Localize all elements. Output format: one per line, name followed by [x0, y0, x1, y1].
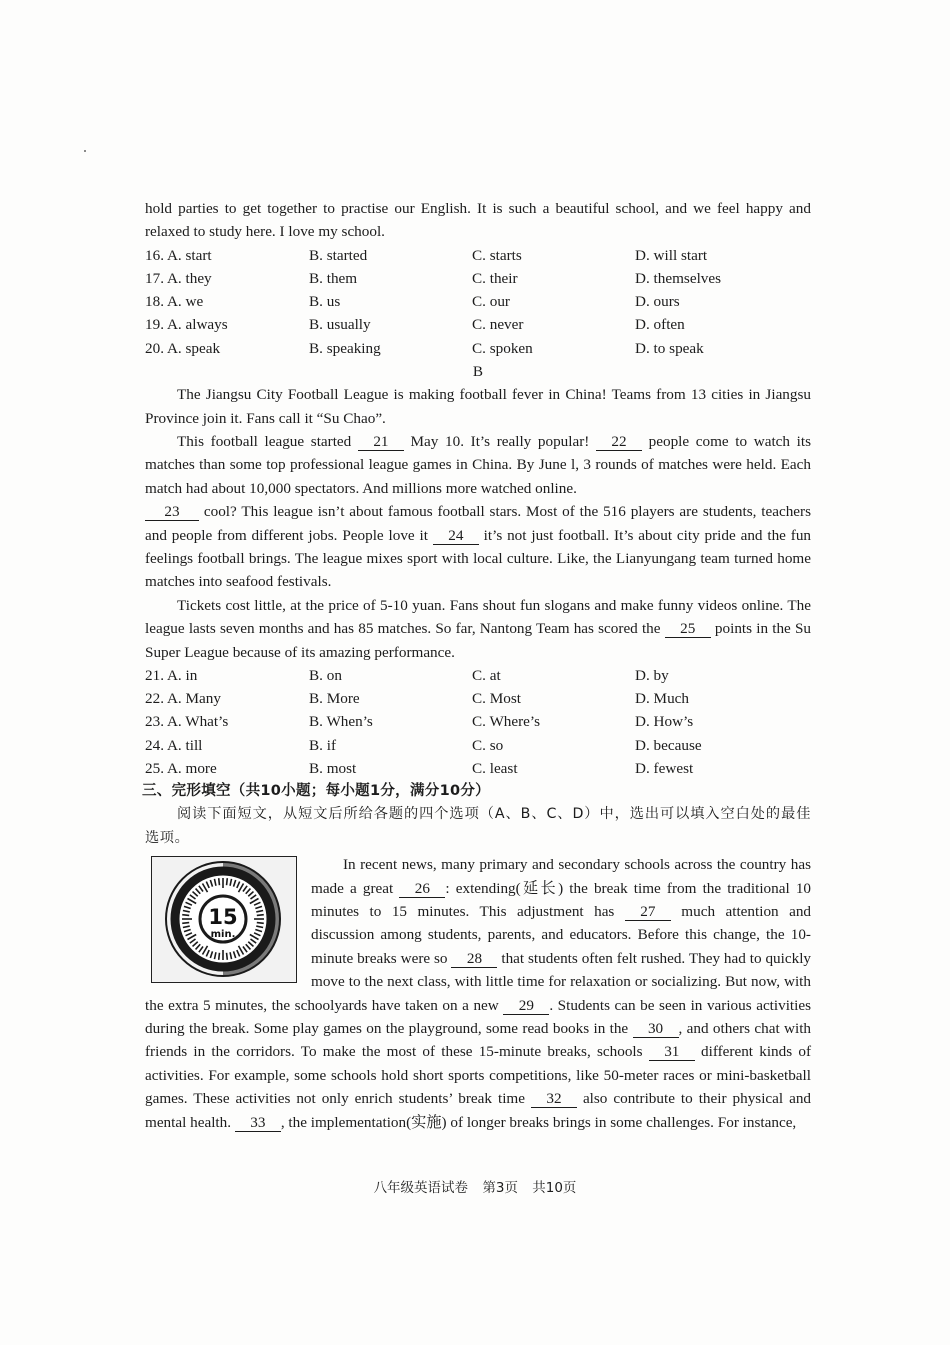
option-b: B. on	[309, 667, 342, 685]
passage-b-p1: The Jiangsu City Football League is making football fever in China! Teams from 13 cities in Jiangsu Province join it. Fans call it “Su Chao”.	[145, 386, 811, 427]
section-3-instruction: 阅读下面短文，从短文后所给各题的四个选项（A、B、C、D）中，选出可以填入空白处的最佳选项。	[145, 806, 811, 846]
option-d: D. How’s	[635, 713, 694, 731]
option-row	[145, 290, 811, 313]
option-a: 19. A. always	[145, 316, 228, 334]
option-a: 22. A. Many	[145, 690, 221, 708]
blank-30: 30	[633, 1020, 679, 1038]
passage-b-p4: Tickets cost little, at the price of 5-10 yuan. Fans shout fun slogans and make funny videos online. The league lasts seven months and has 85 matches. So far, Nantong Team has scored the 25 points in the Su Super League because of its amazing performance.	[145, 596, 812, 661]
option-b: B. When’s	[309, 713, 373, 731]
option-c: C. Where’s	[472, 713, 541, 731]
option-c: C. our	[472, 293, 510, 311]
scan-speck	[84, 150, 86, 152]
figure-number: 15	[208, 905, 238, 930]
blank-24: 24	[433, 527, 479, 545]
option-row	[145, 710, 811, 733]
figure-unit: min.	[210, 929, 236, 941]
blank-26: 26	[399, 880, 445, 898]
footer-title: 八年级英语试卷	[373, 1180, 469, 1196]
option-c: C. never	[472, 316, 524, 334]
option-b: B. usually	[309, 316, 371, 334]
options-21-25	[145, 664, 811, 780]
option-a: 20. A. speak	[145, 339, 221, 357]
option-c: C. at	[472, 667, 501, 685]
option-d: D. themselves	[635, 270, 722, 287]
passage-c: 15 min. In recent news, many primary and secondary schools across the country has made a great 26 : extending(延长) the break time from the traditional 10 minutes to 15 minutes. This adjustment has 27 much attention and discussion among students, parents, and educators. Before this change, the 10-minute breaks were so 28 that students often felt rushed. They had to quickly move to the next class, with little time for relaxation or socializing. But now, with the extra 5 minutes, the schoolyards have taken on a new 29 . Students can be seen in various activities during the break. Some play games on the playground, some read books in the 30 , and others chat with friends in the corridors. To make the most of these 15-minute breaks, schools 31 different kinds of activities. For example, some schools hold short sports competitions, like 50-meter races or mini-basketball games. These activities not only enrich students’ break time 32 also contribute to their physical and mental health. 33 , the implementation(实施) of longer breaks brings in some challenges. For instance,	[145, 856, 812, 1131]
option-b: B. most	[309, 759, 357, 777]
option-b: B. started	[309, 246, 368, 264]
option-row	[145, 757, 811, 780]
intro-paragraph: hold parties to get together to practise our English. It is such a beautiful school, and we feel happy and relaxed to study here. I love my school.	[145, 200, 811, 241]
option-row	[145, 337, 811, 360]
footer-page: 第3页	[482, 1180, 518, 1196]
option-b: B. them	[309, 270, 358, 287]
option-c: C. least	[472, 759, 518, 777]
blank-25: 25	[665, 620, 711, 638]
section-3-heading: 三、完形填空（共10小题；每小题1分，满分10分）	[142, 782, 490, 799]
option-a: 16. A. start	[145, 246, 212, 264]
option-d: D. because	[635, 736, 702, 754]
section-b-label: B	[472, 362, 484, 380]
option-c: C. Most	[472, 690, 521, 708]
option-c: C. spoken	[472, 339, 533, 357]
options-16-20	[145, 244, 811, 360]
option-c: C. so	[472, 736, 504, 754]
option-a: 23. A. What’s	[145, 713, 229, 731]
option-a: 24. A. till	[145, 736, 203, 754]
page-footer	[0, 1177, 950, 1200]
option-row	[145, 734, 811, 757]
blank-23: 23	[145, 503, 199, 521]
blank-27: 27	[625, 903, 671, 921]
option-d: D. Much	[635, 690, 689, 708]
option-a: 17. A. they	[145, 270, 212, 287]
blank-28: 28	[451, 950, 497, 968]
option-c: C. their	[472, 270, 518, 287]
option-a: 25. A. more	[145, 759, 217, 777]
option-row	[145, 267, 811, 290]
exam-page	[142, 197, 812, 1134]
blank-29: 29	[503, 997, 549, 1015]
passage-b-p3: 23 cool? This league isn’t about famous football stars. Most of the 516 players are students, teachers and people from different jobs. People love it 24 it’s not just football. It’s about city pride and the fun feelings football brings. The league mixes sport with local culture. Like, the Lianyungang team turned home matches into seafood festivals.	[145, 503, 812, 591]
option-d: D. ours	[635, 293, 680, 311]
blank-33: 33	[235, 1114, 281, 1132]
option-b: B. if	[309, 736, 337, 754]
blank-31: 31	[649, 1043, 695, 1061]
option-row	[145, 664, 811, 687]
option-b: B. More	[309, 690, 360, 708]
option-a: 18. A. we	[145, 293, 204, 311]
clock-icon	[152, 857, 295, 981]
option-d: D. by	[635, 667, 669, 685]
option-d: D. to speak	[635, 339, 704, 357]
blank-22: 22	[596, 433, 642, 451]
blank-21: 21	[358, 433, 404, 451]
option-row	[145, 244, 811, 267]
footer-total: 共10页	[532, 1180, 577, 1196]
option-a: 21. A. in	[145, 667, 198, 685]
option-row	[145, 313, 811, 336]
option-d: D. fewest	[635, 759, 694, 777]
option-c: C. starts	[472, 246, 522, 264]
passage-b-p2: This football league started 21 May 10. It’s really popular! 22 people come to watch its matches than some top professional league games in China. By June l, 3 rounds of matches were held. Each match had about 10,000 spectators. And millions more watched online.	[145, 432, 811, 497]
option-d: D. will start	[635, 246, 708, 264]
clock-15-min-figure	[151, 856, 297, 983]
blank-32: 32	[531, 1090, 577, 1108]
option-d: D. often	[635, 316, 685, 334]
option-b: B. us	[309, 293, 341, 311]
option-row	[145, 687, 811, 710]
option-b: B. speaking	[309, 339, 381, 357]
